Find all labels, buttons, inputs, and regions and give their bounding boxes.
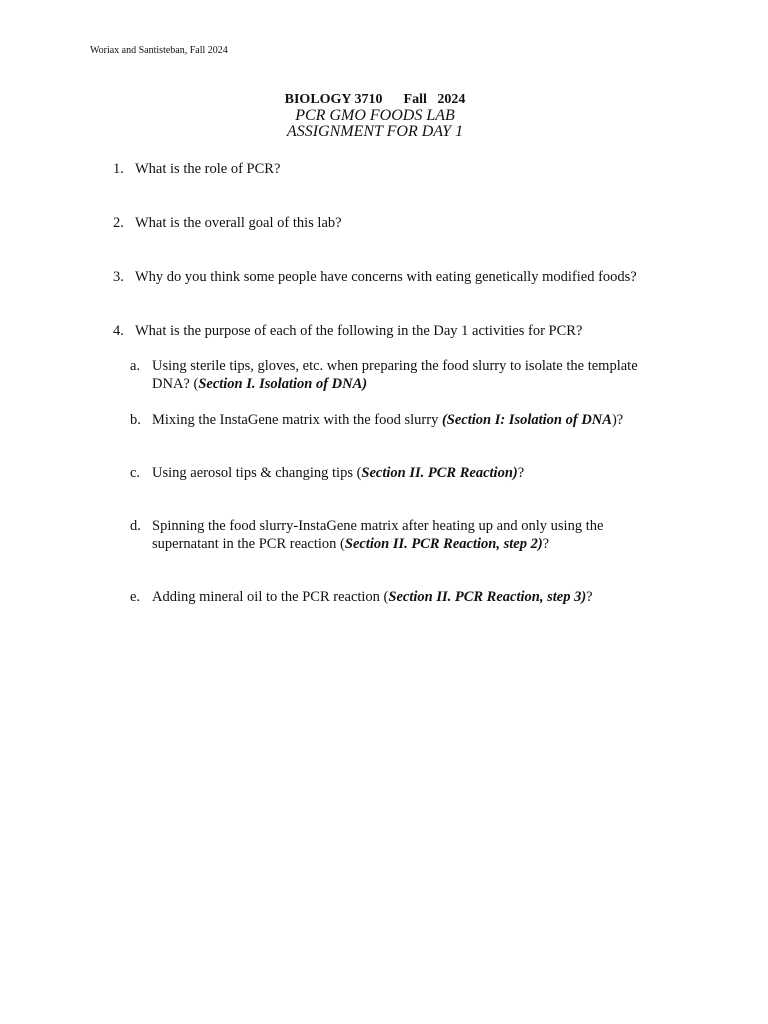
header-note: Woriax and Santisteban, Fall 2024 (90, 45, 228, 56)
lab-title: PCR GMO FOODS LAB (295, 107, 455, 124)
subquestion-body: Using aerosol tips & changing tips ( (152, 465, 362, 481)
subquestion-letter: a. (130, 358, 141, 374)
subquestion-tail: ? (542, 536, 550, 552)
question-text: What is the overall goal of this lab? (135, 215, 342, 231)
subquestion-letter: c. (130, 465, 141, 481)
subquestion-body: Mixing the InstaGene matrix with the food slurry (152, 412, 442, 428)
course-title: BIOLOGY 3710 Fall 2024 (284, 92, 466, 107)
subquestion-body: Adding mineral oil to the PCR reaction ( (152, 589, 389, 605)
section-reference: Section I. Isolation of DNA) (198, 376, 368, 392)
subquestion-body: Using sterile tips, gloves, etc. when preparing the food slurry to isolate the template DNA? ( (152, 358, 638, 392)
question-number: 3. (113, 269, 124, 285)
question-number: 1. (113, 161, 124, 177)
assignment-title: ASSIGNMENT FOR DAY 1 (286, 123, 464, 140)
subquestion-letter: d. (130, 518, 141, 534)
subquestion-tail: ? (586, 589, 593, 605)
subquestion-body: Spinning the food slurry-InstaGene matrix after heating up and only using the supernatant in the PCR reaction ( (152, 518, 604, 552)
section-reference: (Section I: Isolation of DNA (441, 412, 612, 428)
subquestion-text (152, 357, 672, 393)
subquestion-text (152, 464, 672, 482)
title-block (0, 92, 750, 140)
subquestion-tail: ? (517, 465, 525, 481)
subquestion-text (152, 517, 632, 553)
section-reference: Section II. PCR Reaction, step 3) (388, 589, 587, 605)
section-reference: Section II. PCR Reaction) (361, 465, 518, 481)
subquestion-text (152, 588, 672, 606)
subquestion-letter: b. (130, 412, 141, 428)
subquestion-letter: e. (130, 589, 141, 605)
question-text: What is the purpose of each of the following in the Day 1 activities for PCR? (135, 323, 583, 339)
subquestion-text (152, 411, 672, 429)
section-reference: Section II. PCR Reaction, step 2) (344, 536, 543, 552)
question-text: Why do you think some people have concerns with eating genetically modified foods? (135, 269, 637, 285)
subquestion-tail: )? (611, 412, 624, 428)
question-text: What is the role of PCR? (135, 161, 281, 177)
question-number: 4. (113, 323, 124, 339)
question-number: 2. (113, 215, 124, 231)
